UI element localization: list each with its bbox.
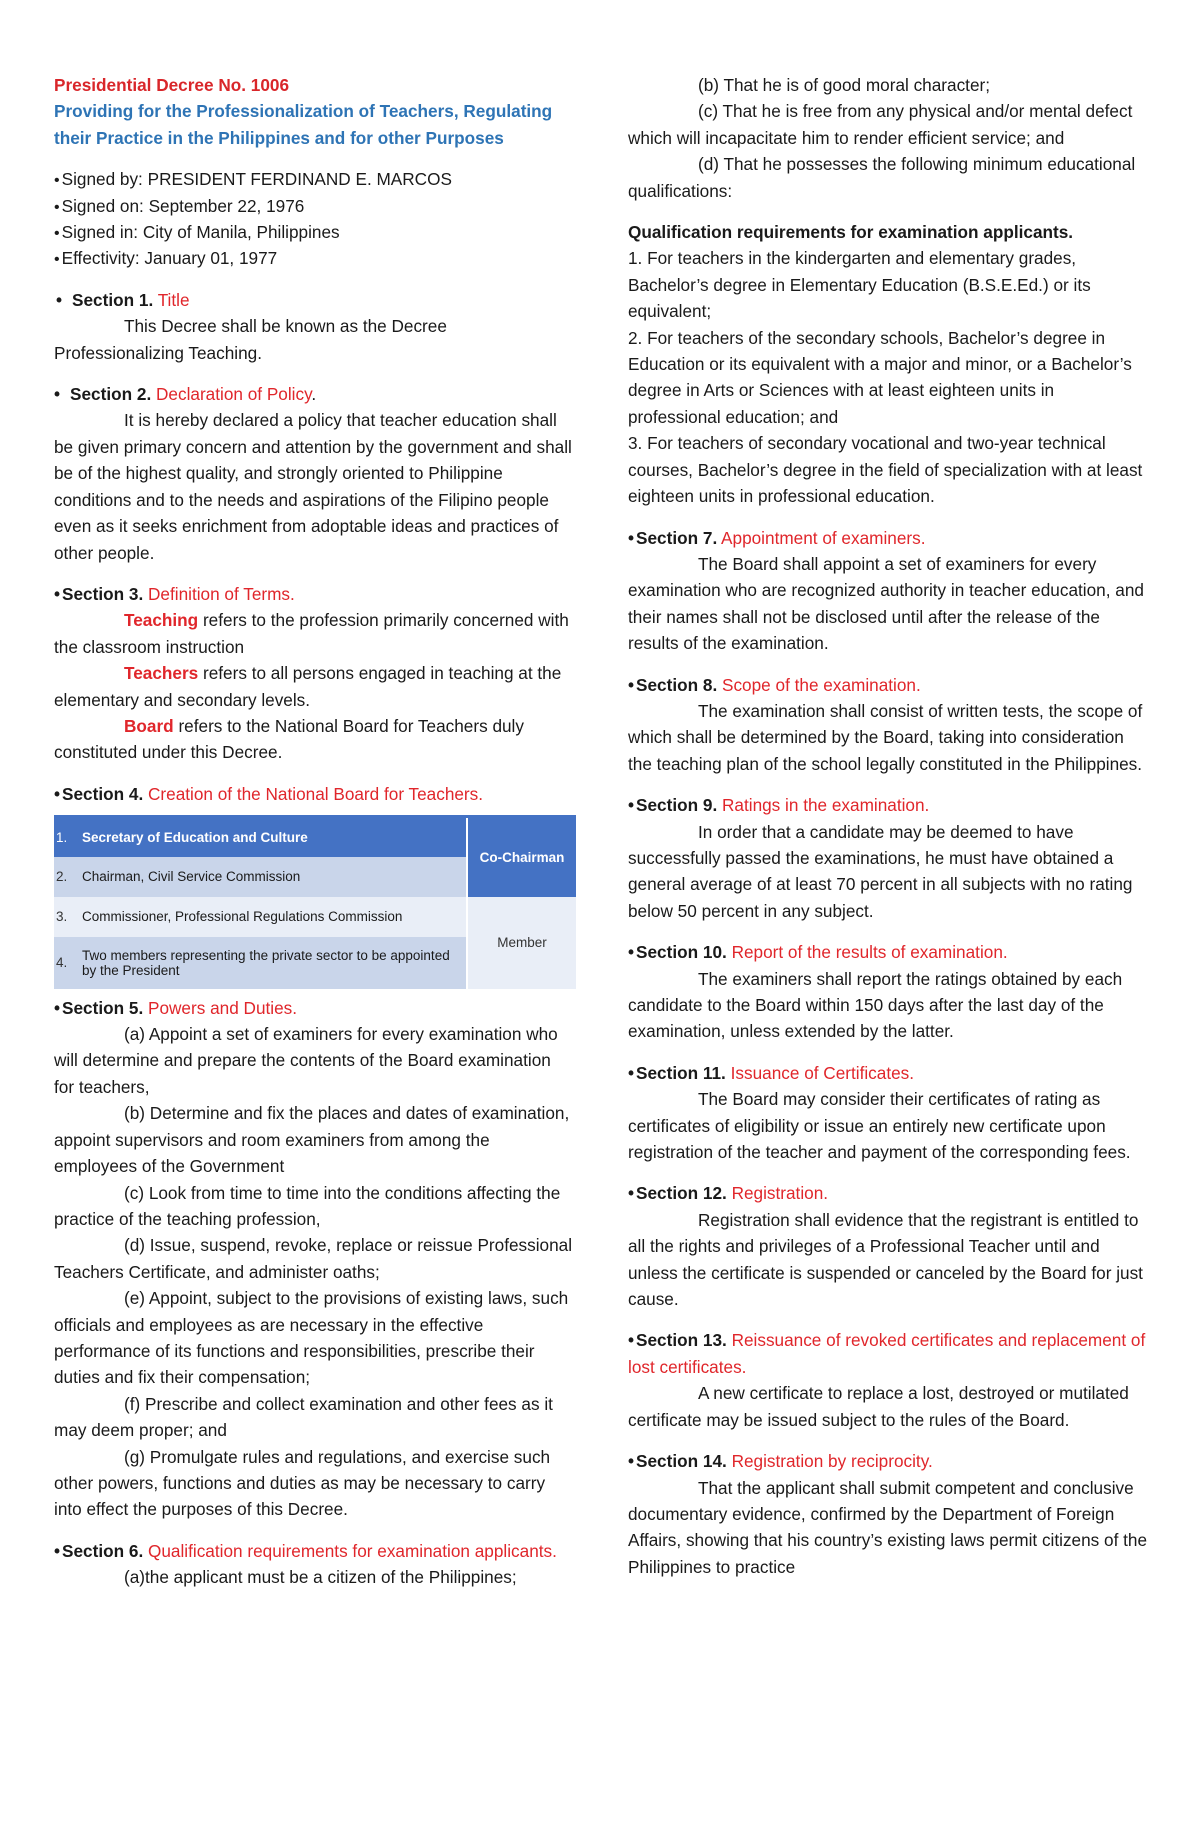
table-row: 4. Two members representing the private sector to be appointed by the President xyxy=(54,937,576,989)
decree-title: Providing for the Professionalization of Teachers, Regulating their Practice in the Philippines and for other Purposes xyxy=(54,101,553,148)
section-13-title: Reissuance of revoked certificates and replacement of lost certificates. xyxy=(628,1330,1146,1377)
power-g: (g) Promulgate rules and regulations, and exercise such other powers, functions and duties as may be necessary to carry into effect the purposes of this Decree. xyxy=(54,1446,551,1520)
section-4-title: Creation of the National Board for Teachers. xyxy=(148,783,484,804)
section-2-body: It is hereby declared a policy that teacher education shall be given primary concern and attention by the government and shall be of the highest quality, and strongly oriented to Philippine conditions and to the needs and aspirations of the Filipino people even as it seeks enrichment from adoptable ideas and practices of other people. xyxy=(54,410,572,563)
section-3 xyxy=(54,581,574,766)
table-row: 1. Secretary of Education and Culture Co-Chairman xyxy=(54,817,576,857)
section-4-label: • Section 4. xyxy=(54,784,143,804)
section-12-title: Registration. xyxy=(731,1183,829,1204)
qualification-c: (c) That he is free from any physical and/or mental defect which will incapacitate him to render efficient service; and xyxy=(628,101,1133,148)
requirement-3: 3. For teachers of secondary vocational and two-year technical courses, Bachelor’s degree in the field of specialization with at least eighteen units in professional education. xyxy=(628,433,1143,507)
table-row: 2. Chairman, Civil Service Commission xyxy=(54,857,576,897)
section-8-title: Scope of the examination. xyxy=(722,674,921,695)
section-1 xyxy=(54,287,574,366)
term-board: Board refers to the National Board for Teachers duly constituted under this Decree. xyxy=(54,715,524,763)
section-9-body: In order that a candidate may be deemed to have successfully passed the examinations, he must have obtained a general average of at least 70 percent in all subjects with no rating below 50 percent in any subject. xyxy=(628,821,1133,921)
right-column xyxy=(628,72,1150,1580)
section-5 xyxy=(54,995,574,1523)
section-4 xyxy=(54,781,574,989)
section-2-label: • Section 2. xyxy=(54,384,151,404)
power-d: (d) Issue, suspend, revoke, replace or reissue Professional Teachers Certificate, and administer oaths; xyxy=(54,1235,573,1282)
board-composition-table xyxy=(54,815,576,989)
term-teaching: Teaching refers to the profession primarily concerned with the classroom instruction xyxy=(54,610,569,657)
section-2: • Section 2. Declaration of Policy. It is hereby declared a policy that teacher education shall be given primary concern and attention by the government and shall be of the highest quality, and strongly oriented to Philippine conditions and to the needs and aspirations of the Filipino people even as it seeks enrichment from adoptable ideas and practices of other people. xyxy=(54,381,574,566)
section-8: • Section 8. Scope of the examination. The examination shall consist of written tests, the scope of which shall be determined by the Board, taking into consideration the teaching plan of the school legally constituted in the Philippines. xyxy=(628,672,1150,778)
section-8-body: The examination shall consist of written tests, the scope of which shall be determined by the Board, taking into consideration the teaching plan of the school legally constituted in the Philippines. xyxy=(628,700,1143,774)
effectivity: • Effectivity: January 01, 1977 xyxy=(54,245,574,271)
co-chairman-role: Co-Chairman xyxy=(467,817,576,897)
requirements-block xyxy=(628,219,1150,509)
section-13-body: A new certificate to replace a lost, destroyed or mutilated certificate may be issued subject to the rules of the Board. xyxy=(628,1383,1129,1430)
section-10-title: Report of the results of examination. xyxy=(731,942,1008,963)
section-12: • Section 12. Registration. Registration shall evidence that the registrant is entitled to all the rights and privileges of a Professional Teacher until and unless the certificate is suspended or canceled by the Board for just cause. xyxy=(628,1180,1150,1312)
term-teachers: Teachers refers to all persons engaged in teaching at the elementary and secondary levels. xyxy=(54,663,562,710)
section-3-label: • Section 3. xyxy=(54,584,143,604)
requirement-1: 1. For teachers in the kindergarten and elementary grades, Bachelor’s degree in Elementary Education (B.S.E.Ed.) or its equivalent; xyxy=(628,248,1091,322)
signed-in: • Signed in: City of Manila, Philippines xyxy=(54,219,574,245)
power-a: (a) Appoint a set of examiners for every examination who will determine and prepare the contents of the Board examination for teachers, xyxy=(54,1024,558,1097)
qualification-d: (d) That he possesses the following minimum educational qualifications: xyxy=(628,154,1136,201)
signed-by: • Signed by: PRESIDENT FERDINAND E. MARCOS xyxy=(54,166,574,192)
qualification-a: (a)the applicant must be a citizen of the Philippines; xyxy=(124,1567,517,1588)
section-9: • Section 9. Ratings in the examination. In order that a candidate may be deemed to have successfully passed the examinations, he must have obtained a general average of at least 70 percent in all subjects with no rating below 50 percent in any subject. xyxy=(628,792,1150,924)
section-14-body: That the applicant shall submit competent and conclusive documentary evidence, confirmed by the Department of Foreign Affairs, showing that his country’s existing laws permit citizens of the Philippines to practice xyxy=(628,1477,1148,1577)
section-1-title: Title xyxy=(157,289,190,310)
section-1-body: This Decree shall be known as the Decree Professionalizing Teaching. xyxy=(54,316,447,363)
section-1-label: • Section 1. xyxy=(56,290,153,310)
section-5-title: Powers and Duties. xyxy=(148,997,298,1018)
section-2-title: Declaration of Policy xyxy=(156,384,312,405)
section-14-title: Registration by reciprocity. xyxy=(731,1451,933,1472)
section-7-body: The Board shall appoint a set of examiners for every examination who are recognized authority in teacher education, and their names shall not be disclosed until after the release of the results of the examination. xyxy=(628,553,1144,654)
section-7: • Section 7. Appointment of examiners. The Board shall appoint a set of examiners for every examination who are recognized authority in teacher education, and their names shall not be disclosed until after the release of the results of the examination. xyxy=(628,525,1150,657)
section-14: • Section 14. Registration by reciprocity. That the applicant shall submit competent and conclusive documentary evidence, confirmed by the Department of Foreign Affairs, showing that his country’s existing laws permit citizens of the Philippines to practice xyxy=(628,1448,1150,1580)
section-6-title: Qualification requirements for examination applicants. xyxy=(148,1540,557,1561)
power-f: (f) Prescribe and collect examination and other fees as it may deem proper; and xyxy=(54,1393,553,1441)
section-10-body: The examiners shall report the ratings obtained by each candidate to the Board within 150 days after the last day of the examination, unless extended by the latter. xyxy=(628,968,1123,1042)
section-3-title: Definition of Terms. xyxy=(148,583,295,604)
power-b: (b) Determine and fix the places and dates of examination, appoint supervisors and room examiners from among the employees of the Government xyxy=(54,1103,570,1177)
section-6-label: • Section 6. xyxy=(54,1541,143,1561)
section-11: • Section 11. Issuance of Certificates. The Board may consider their certificates of rating as certificates of eligibility or issue an entirely new certificate upon registration of the teacher and payment of the corresponding fees. xyxy=(628,1060,1150,1166)
section-12-body: Registration shall evidence that the registrant is entitled to all the rights and privileges of a Professional Teacher until and unless the certificate is suspended or canceled by the Board for just cause. xyxy=(628,1209,1143,1310)
qualification-b: (b) That he is of good moral character; xyxy=(698,75,991,95)
requirement-2: 2. For teachers of the secondary schools, Bachelor’s degree in Education or its equivalent with a major and minor, or a Bachelor’s degree in Arts or Sciences with at least eighteen units in professional education; and xyxy=(628,327,1132,427)
signing-details xyxy=(54,166,574,272)
section-10: • Section 10. Report of the results of examination. The examiners shall report the ratings obtained by each candidate to the Board within 150 days after the last day of the examination, unless extended by the latter. xyxy=(628,939,1150,1045)
signed-on: • Signed on: September 22, 1976 xyxy=(54,193,574,219)
table-row: 3. Commissioner, Professional Regulations Commission Member xyxy=(54,897,576,937)
section-6 xyxy=(54,1538,574,1591)
section-9-title: Ratings in the examination. xyxy=(722,795,930,816)
requirements-heading: Qualification requirements for examination applicants. xyxy=(628,222,1074,243)
power-c: (c) Look from time to time into the conditions affecting the practice of the teaching profession, xyxy=(54,1182,561,1229)
section-11-title: Issuance of Certificates. xyxy=(730,1062,915,1083)
power-e: (e) Appoint, subject to the provisions of existing laws, such officials and employees as are necessary in the effective performance of its functions and responsibilities, prescribe their duties and fix their compensation; xyxy=(54,1288,569,1388)
decree-number: Presidential Decree No. 1006 xyxy=(54,75,290,95)
section-13: • Section 13. Reissuance of revoked certificates and replacement of lost certificates. A new certificate to replace a lost, destroyed or mutilated certificate may be issued subject to the rules of the Board. xyxy=(628,1327,1150,1433)
section-5-label: • Section 5. xyxy=(54,998,143,1018)
member-role: Member xyxy=(467,897,576,989)
section-7-title: Appointment of examiners. xyxy=(721,527,926,548)
section-11-body: The Board may consider their certificates of rating as certificates of eligibility or issue an entirely new certificate upon registration of the teacher and payment of the corresponding fees. xyxy=(628,1089,1131,1163)
left-column xyxy=(54,72,574,1591)
